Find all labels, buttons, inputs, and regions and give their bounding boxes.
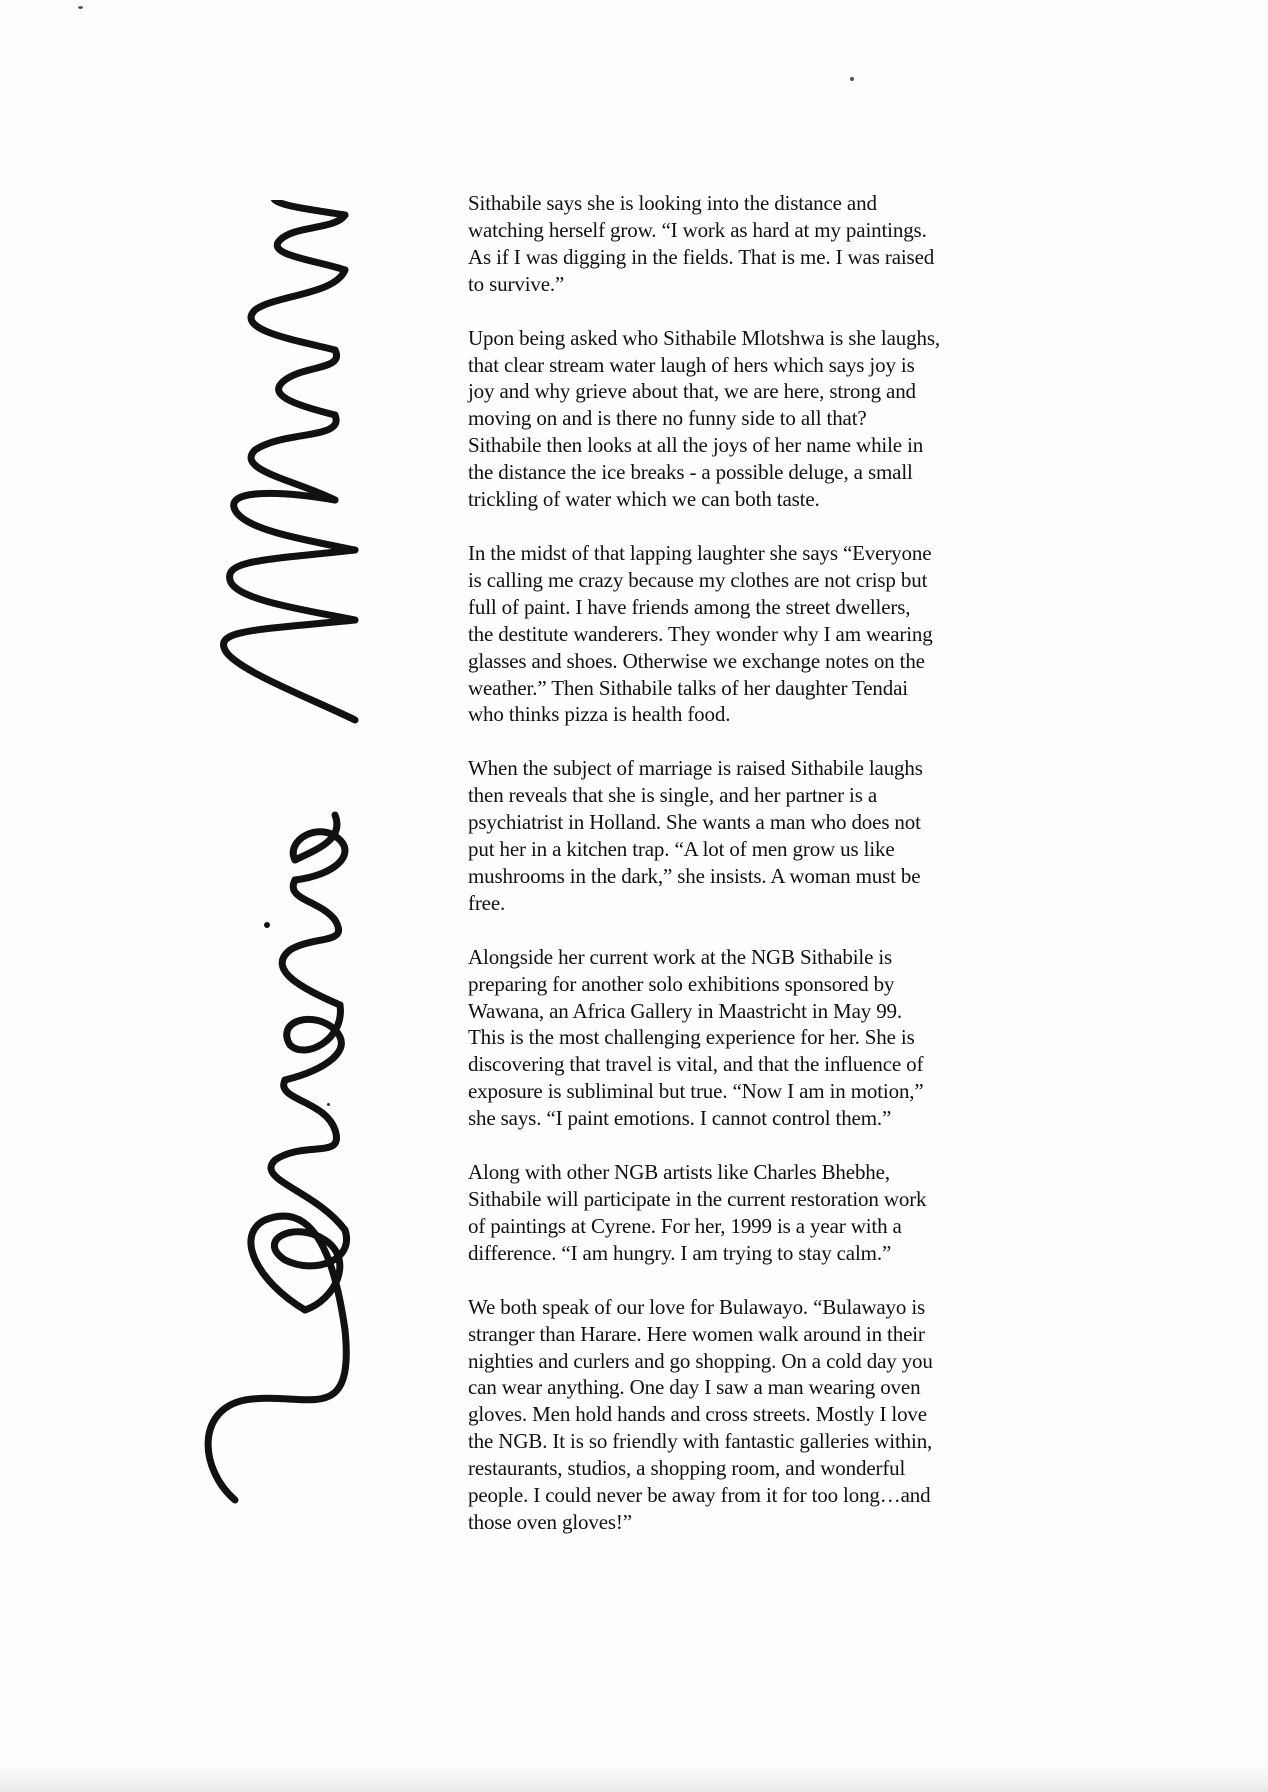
article-paragraph-5: Alongside her current work at the NGB Sithabile is preparing for another solo exhibitions sponsored by Wawana, an Africa Gallery in Maastricht in May 99. This is the most challenging experience for her. She is discovering that travel is vital, and that the influence of exposure is subliminal but true. “Now I am in motion,” she says. “I paint emotions. I cannot control them.” <box>468 944 924 1131</box>
article-paragraph-2: Upon being asked who Sithabile Mlotshwa is she laughs, that clear stream water laugh of hers which says joy is joy and why grieve about that, we are here, strong and moving on and is there no funny side to all that? Sithabile then looks at all the joys of her name while in the distance the ice breaks - a possible deluge, a small trickling of water which we can both taste. <box>468 325 940 512</box>
scan-speck <box>850 77 854 81</box>
article-body <box>468 190 1008 1563</box>
scan-speck <box>78 6 83 9</box>
article-paragraph-6: Along with other NGB artists like Charles Bhebhe, Sithabile will participate in the current restoration work of paintings at Cyrene. For her, 1999 is a year with a difference. “I am hungry. I am trying to stay calm.” <box>468 1160 927 1265</box>
handwritten-signature <box>195 200 365 1530</box>
scan-bottom-edge <box>0 1764 1268 1792</box>
article-paragraph-4: When the subject of marriage is raised Sithabile laughs then reveals that she is single, and her partner is a psychiatrist in Holland. She wants a man who does not put her in a kitchen trap. “A lot of men grow us like mushrooms in the dark,” she insists. A woman must be free. <box>468 756 923 915</box>
article-paragraph-1: Sithabile says she is looking into the distance and watching herself grow. “I work as hard at my paintings. As if I was digging in the fields. That is me. I was raised to survive.” <box>468 191 935 296</box>
article-paragraph-3: In the midst of that lapping laughter she says “Everyone is calling me crazy because my clothes are not crisp but full of paint. I have friends among the street dwellers, the destitute wanderers. They wonder why I am wearing glasses and shoes. Otherwise we exchange notes on the weather.” Then Sithabile talks of her daughter Tendai who thinks pizza is health food. <box>468 540 933 727</box>
signature-drawing <box>195 200 365 1530</box>
article-paragraph-7: We both speak of our love for Bulawayo. “Bulawayo is stranger than Harare. Here women walk around in their nighties and curlers and go shopping. On a cold day you can wear anything. One day I saw a man wearing oven gloves. Men hold hands and cross streets. Mostly I love the NGB. It is so friendly with fantastic galleries within, restaurants, studios, a shopping room, and wonderful people. I could never be away from it for too long…and those oven gloves!” <box>468 1294 933 1534</box>
